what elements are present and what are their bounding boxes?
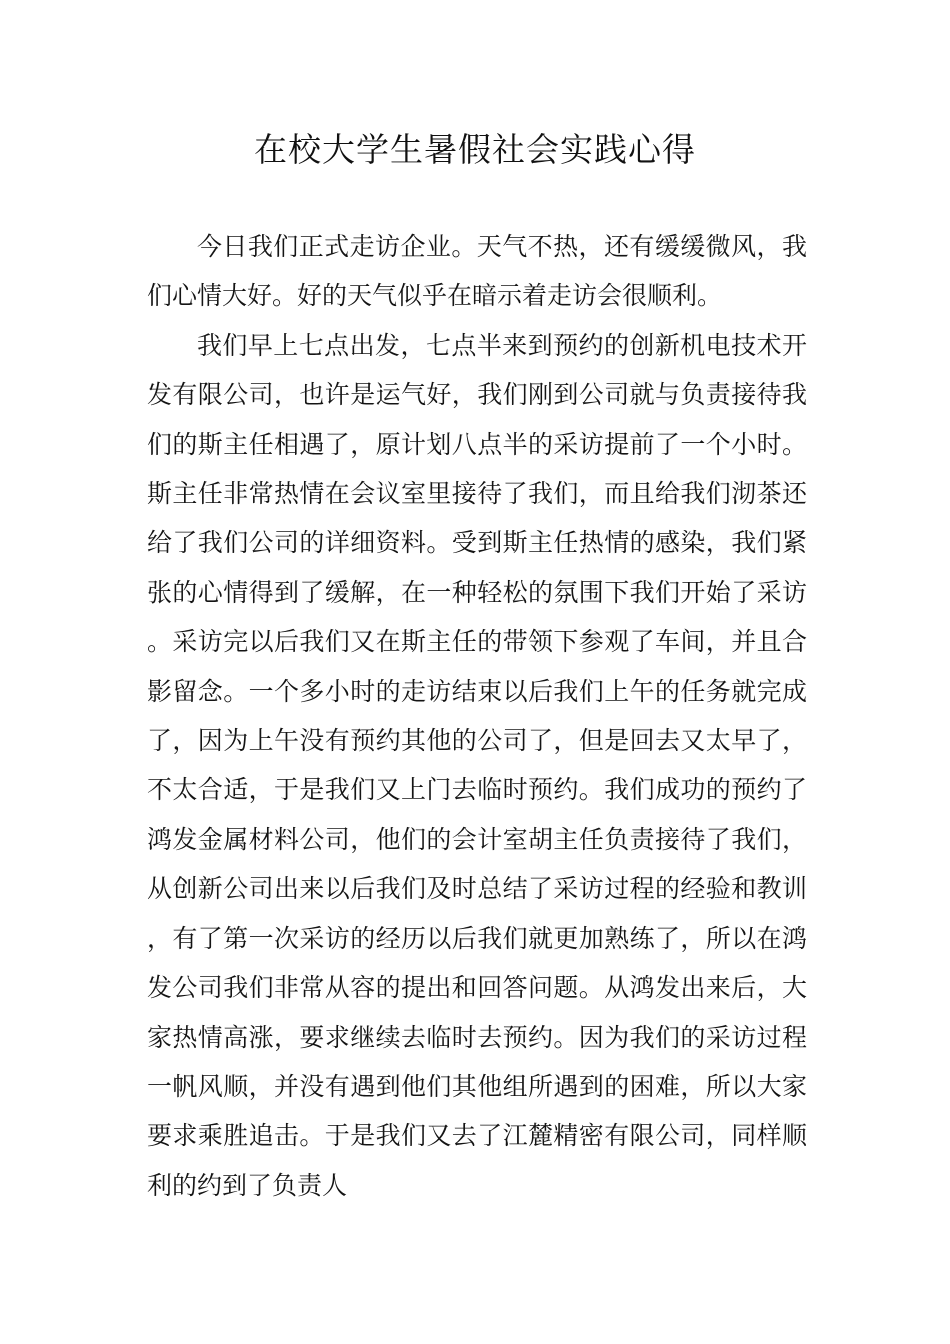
document-body: [147, 222, 807, 1210]
paragraph-1: 今日我们正式走访企业。天气不热，还有缓缓微风，我们心情大好。好的天气似乎在暗示着走访会很顺利。: [147, 232, 807, 311]
paragraph-2: 我们早上七点出发，七点半来到预约的创新机电技术开发有限公司，也许是运气好，我们刚到公司就与负责接待我们的斯主任相遇了，原计划八点半的采访提前了一个小时。斯主任非常热情在会议室里接待了我们，而且给我们沏茶还给了我们公司的详细资料。受到斯主任热情的感染，我们紧张的心情得到了缓解，在一种轻松的氛围下我们开始了采访。采访完以后我们又在斯主任的带领下参观了车间，并且合影留念。一个多小时的走访结束以后我们上午的任务就完成了，因为上午没有预约其他的公司了，但是回去又太早了，不太合适，于是我们又上门去临时预约。我们成功的预约了鸿发金属材料公司，他们的会计室胡主任负责接待了我们，从创新公司出来以后我们及时总结了采访过程的经验和教训，有了第一次采访的经历以后我们就更加熟练了，所以在鸿发公司我们非常从容的提出和回答问题。从鸿发出来后，大家热情高涨，要求继续去临时去预约。因为我们的采访过程一帆风顺，并没有遇到他们其他组所遇到的困难，所以大家要求乘胜追击。于是我们又去了江麓精密有限公司，同样顺利的约到了负责人: [147, 330, 807, 1200]
document-title: 在校大学生暑假社会实践心得: [254, 130, 696, 169]
